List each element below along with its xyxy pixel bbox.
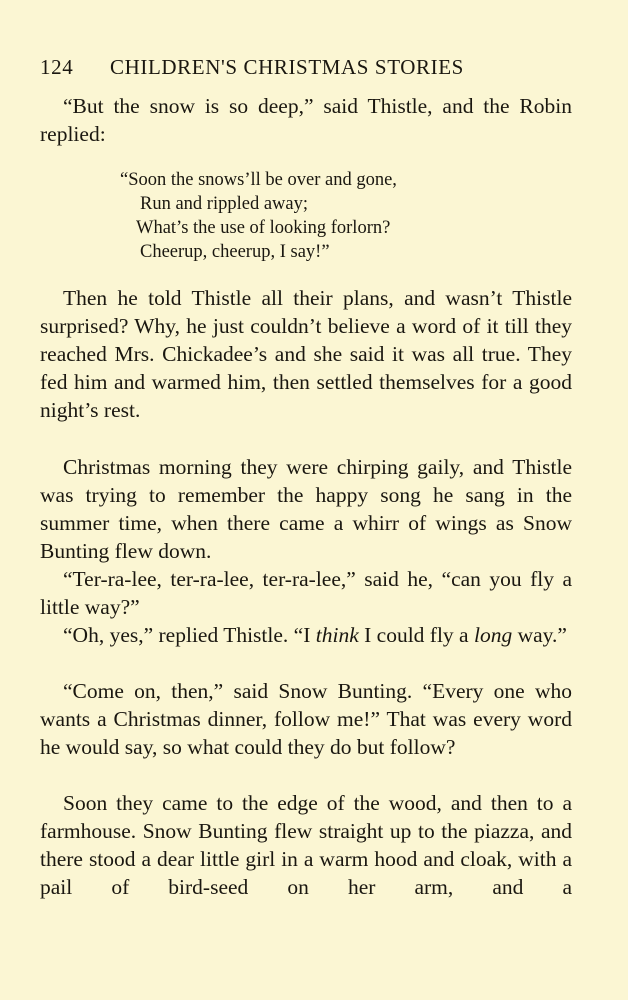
paragraph-text: way.” xyxy=(512,623,567,647)
paragraph-text: “But the snow is so deep,” said Thistle, and the Robin replied: xyxy=(40,94,572,147)
paragraph-text: “Come on, then,” said Snow Bunting. “Every one who wants a Christmas dinner, follow me!” That was every word he would say, so what could they do but follow? xyxy=(40,679,572,760)
page-number: 124 xyxy=(40,55,74,79)
paragraph-text: I could fly a xyxy=(358,623,474,647)
paragraph-oh-yes xyxy=(40,621,572,649)
verse-line: What’s the use of looking forlorn? xyxy=(136,218,391,238)
verse-line: Cheerup, cheerup, I say!” xyxy=(140,242,330,262)
paragraph-come-on xyxy=(40,677,572,761)
emphasis-text: long xyxy=(473,623,513,647)
paragraph-farmhouse xyxy=(40,789,572,901)
paragraph-text: Then he told Thistle all their plans, and wasn’t Thistle surprised? Why, he just couldn’t believe a word of it till they reached Mrs. Chickadee’s and she said it was all true. They fed him and warmed him, then settled themselves for a good night’s rest. xyxy=(40,286,572,423)
robin-verse xyxy=(120,168,480,264)
paragraph-plans xyxy=(40,284,572,424)
paragraph-text: Soon they came to the edge of the wood, and then to a farmhouse. Snow Bunting flew straight up to the piazza, and there stood a dear little girl in a warm hood and cloak, with a pail of bird-seed on her arm, and a xyxy=(40,791,572,900)
running-header xyxy=(40,53,572,81)
paragraph-robin-reply xyxy=(40,92,572,148)
verse-line: “Soon the snows’ll be over and gone, xyxy=(120,170,397,190)
running-title: CHILDREN'S CHRISTMAS STORIES xyxy=(110,55,464,79)
verse-line: Run and rippled away; xyxy=(140,194,308,214)
paragraph-christmas-morning xyxy=(40,453,572,565)
paragraph-ter-ra-lee xyxy=(40,565,572,621)
paragraph-text: “Ter-ra-lee, ter-ra-lee, ter-ra-lee,” said he, “can you fly a little way?” xyxy=(40,567,572,620)
paragraph-text: Christmas morning they were chirping gaily, and Thistle was trying to remember the happy song he sang in the summer time, when there came a whirr of wings as Snow Bunting flew down. xyxy=(40,455,572,564)
emphasis-text: think xyxy=(315,623,359,647)
paragraph-text: “Oh, yes,” replied Thistle. “I xyxy=(63,623,316,647)
